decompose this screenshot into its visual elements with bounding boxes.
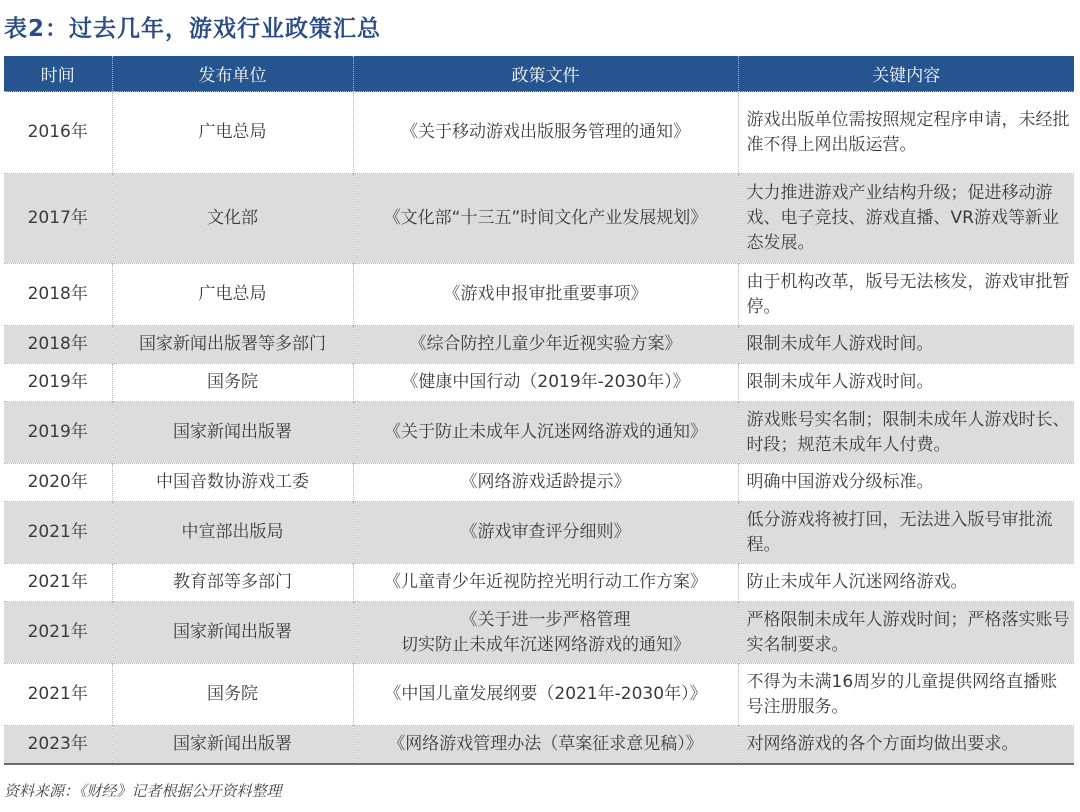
cell-time: 2018年 <box>4 326 112 364</box>
policy-table <box>4 56 1074 765</box>
cell-unit: 国家新闻出版署等多部门 <box>112 326 353 364</box>
cell-unit: 国家新闻出版署 <box>112 402 353 464</box>
document-line: 《网络游戏适龄提示》 <box>460 472 631 492</box>
cell-unit: 国务院 <box>112 664 353 726</box>
document-line: 《综合防控儿童少年近视实验方案》 <box>409 334 682 354</box>
cell-content: 大力推进游戏产业结构升级；促进移动游戏、电子竞技、游戏直播、VR游戏等新业态发展。 <box>738 174 1074 264</box>
cell-document <box>353 326 738 364</box>
table-row <box>4 92 1074 174</box>
cell-content: 游戏账号实名制；限制未成年人游戏时长、时段；规范未成年人付费。 <box>738 402 1074 464</box>
cell-unit: 文化部 <box>112 174 353 264</box>
cell-unit: 广电总局 <box>112 92 353 174</box>
cell-time: 2020年 <box>4 464 112 502</box>
cell-content: 明确中国游戏分级标准。 <box>738 464 1074 502</box>
table-row <box>4 502 1074 564</box>
table-row <box>4 464 1074 502</box>
document-line: 《中国儿童发展纲要（2021年-2030年）》 <box>384 684 707 704</box>
document-line: 切实防止未成年沉迷网络游戏的通知》 <box>401 634 690 655</box>
cell-time: 2021年 <box>4 664 112 726</box>
cell-document <box>353 464 738 502</box>
cell-content: 由于机构改革，版号无法核发，游戏审批暂停。 <box>738 264 1074 326</box>
cell-time: 2016年 <box>4 92 112 174</box>
cell-time: 2018年 <box>4 264 112 326</box>
table-row <box>4 602 1074 664</box>
header-unit: 发布单位 <box>112 56 353 92</box>
document-line: 《文化部“十三五”时间文化产业发展规划》 <box>383 208 708 228</box>
cell-unit: 国务院 <box>112 364 353 402</box>
cell-content: 防止未成年人沉迷网络游戏。 <box>738 564 1074 602</box>
cell-document <box>353 174 738 264</box>
cell-document <box>353 364 738 402</box>
cell-unit: 国家新闻出版署 <box>112 726 353 764</box>
cell-time: 2021年 <box>4 564 112 602</box>
cell-document <box>353 264 738 326</box>
cell-content: 低分游戏将被打回，无法进入版号审批流程。 <box>738 502 1074 564</box>
table-row <box>4 564 1074 602</box>
cell-content: 游戏出版单位需按照规定程序申请，未经批准不得上网出版运营。 <box>738 92 1074 174</box>
table-row <box>4 174 1074 264</box>
cell-content: 对网络游戏的各个方面均做出要求。 <box>738 726 1074 764</box>
document-line: 《关于移动游戏出版服务管理的通知》 <box>401 122 690 142</box>
document-line: 《游戏审查评分细则》 <box>460 522 631 542</box>
header-time: 时间 <box>4 56 112 92</box>
cell-time: 2021年 <box>4 602 112 664</box>
cell-document <box>353 564 738 602</box>
table-row <box>4 664 1074 726</box>
cell-unit: 中宣部出版局 <box>112 502 353 564</box>
table-row <box>4 326 1074 364</box>
cell-document <box>353 602 738 664</box>
cell-time: 2021年 <box>4 502 112 564</box>
document-line: 《儿童青少年近视防控光明行动工作方案》 <box>384 572 707 592</box>
cell-unit: 中国音数协游戏工委 <box>112 464 353 502</box>
cell-unit: 国家新闻出版署 <box>112 602 353 664</box>
table-row <box>4 402 1074 464</box>
cell-time: 2019年 <box>4 402 112 464</box>
document-line: 《关于进一步严格管理 <box>460 609 631 630</box>
document-line: 《游戏申报审批重要事项》 <box>443 284 648 304</box>
cell-unit: 广电总局 <box>112 264 353 326</box>
cell-document <box>353 664 738 726</box>
header-document: 政策文件 <box>353 56 738 92</box>
cell-time: 2019年 <box>4 364 112 402</box>
table-row <box>4 264 1074 326</box>
document-line: 《健康中国行动（2019年-2030年）》 <box>401 372 690 392</box>
cell-content: 限制未成年人游戏时间。 <box>738 364 1074 402</box>
table-title: 表2：过去几年，游戏行业政策汇总 <box>4 16 382 42</box>
table-row <box>4 364 1074 402</box>
table-header-row <box>4 56 1074 92</box>
header-content: 关键内容 <box>738 56 1074 92</box>
document-line: 《网络游戏管理办法（草案征求意见稿）》 <box>388 733 703 754</box>
cell-content: 严格限制未成年人游戏时间；严格落实账号实名制要求。 <box>738 602 1074 664</box>
cell-document <box>353 402 738 464</box>
cell-document <box>353 502 738 564</box>
cell-time: 2017年 <box>4 174 112 264</box>
cell-content: 不得为未满16周岁的儿童提供网络直播账号注册服务。 <box>738 664 1074 726</box>
table-body <box>4 92 1074 764</box>
source-note: 资料来源：《财经》记者根据公开资料整理 <box>4 782 282 800</box>
cell-content: 限制未成年人游戏时间。 <box>738 326 1074 364</box>
document-line: 《关于防止未成年人沉迷网络游戏的通知》 <box>384 422 707 442</box>
cell-unit: 教育部等多部门 <box>112 564 353 602</box>
cell-document <box>353 92 738 174</box>
table-row <box>4 726 1074 764</box>
cell-document <box>353 726 738 764</box>
cell-time: 2023年 <box>4 726 112 764</box>
